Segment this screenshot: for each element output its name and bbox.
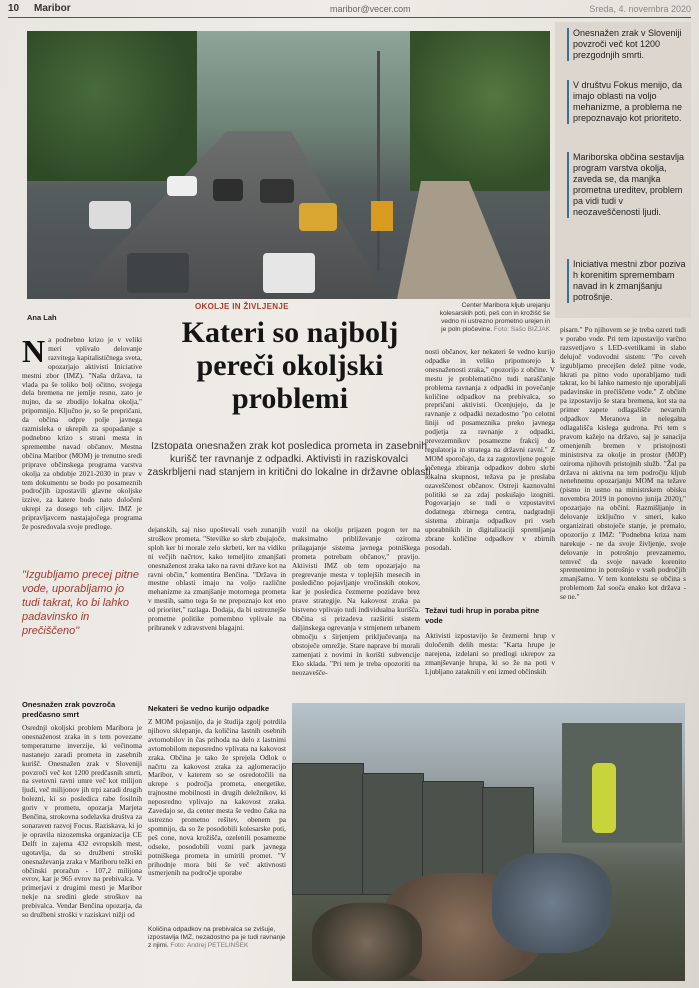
photo-container xyxy=(292,763,364,895)
pull-quote: "Izgubljamo precej pitne vode, uporabljamo jo tudi takrat, ko bi lahko padavinsko in prečiščeno" xyxy=(22,569,140,637)
section-email: maribor@vecer.com xyxy=(330,4,411,14)
column-2-bottom: Z MOM pojasnijo, da je študija zgolj potrdila njihovo sklepanje, da količina lastnih osebnih avtomobilov in čas prihoda na delo z lastnimi avtomobilom neposredno vplivata na kakovost zraka. Občina je tako že sprejela Odlok o načrtu za kakovost zraka za aglomeracijo Maribor, v katerem so se osredotočili na ukrepe s področja prometa, energetike, trajnostne mobilnosti in drugih deležnikov, ki neposredno vplivajo na kakovost zraka. Zavedajo se, da center mesta še vedno čaka na ustrezno prometno rešitev, obenem pa spomnijo, da so že posodobili kolesarske poti, peš cone, nova krožišča, ozelenili posamezne odseke, posodobili vozni park javnega potniškega prometa in umirili promet. "V prihodnje mora biti še več aktivnosti usmerjenih na področje uporabe xyxy=(148,718,286,878)
sidebar-item: V društvu Fokus menijo, da imajo oblasti na voljo mehanizme, a problema ne prepoznavajo kot prioriteto. xyxy=(567,80,691,124)
photo-car xyxy=(167,176,197,196)
page-number: 10 xyxy=(8,3,20,14)
column-4-bottom: Aktivisti izpostavijo še čezmerni hrup v določenih delih mesta: "Karta hrupe je narejena, izdelani so predlogi ukrepov za zmanjševanje hrupa, ki so že na poti v Ljubljano zataknili v eni izmed občinskih xyxy=(425,632,555,676)
photo-worker xyxy=(592,763,616,833)
column-4-top: nosti občanov, ker nekateri še vedno kurijo odpadke in veliko pripomorejo k onesnaženosti zraka," opozorijo z občine. V mestu je problematično tudi naraščanje problema ravnanja z odpadki in povečanje količine odpadkov na prebivalca, so prepričani aktivisti. Ocenjujejo, da je ravnanje z odpadki nezadostno "po celotni liniji od posameznika preko javnega podjetja za ravnanje z odpadki, prevezemnikov posamezne frakcij do regulatorja in stratega na državni ravni." Z MOM sporočajo, da za zagotovljene pogoje ločenega zbiranja odpadkov dobro skrbi lokalna skupnost, težava pa je preslaba ozaveščenost občanov. Ostreji kaznovalni politiki se za zdaj poskušajo izogniti. Pogovarjajo se tudi o vzpostavitvi dodatnega zbirnega centra, nadgradnji sistema zbiranja odpadkov pri vseh uporabnikih in digitalizaciji spremljanja zbrane količine odpadkov v zbirnih posodah. xyxy=(425,348,555,552)
article-kicker: OKOLJE IN ŽIVLJENJE xyxy=(195,302,289,311)
column-1-body: Osrednji okoljski problem Maribora je onesnaženost zraka in s tem povezane temperaturne inverzije, ki večinoma nastanejo zaradi prometa in zasebnih kurišč. Onesnažen zrak v Sloveniji povzroči več kot 1200 predčasnih smrti, na svetovni ravni umre več kot milijon ljudi, več milijonov jih trpi zaradi drugih bolezni, ki so posledica rabe fosilnih goriv v prometu, opozarja Marjeta Benčina, strokovna sodelavka društva za sonaraven razvoj Focus. Raziskava, ki jo je opravila nizozemska organizacija CE Delft in zajema 432 evropskih mest, ugotavlja, da so družbeni stroški onesnaževanja zraka v Mariboru težki en občinski proračun - 107,2 milijona evrov, kar je 965 evrov na prebivalca. V primerjavi z drugimi mesti je Maribor nekje na sredini glede stroškov na prebivalca. Vendar Benčina opozarja, da so družbeni stroški v raziskavi nižji od xyxy=(22,724,142,920)
photo-trees-left xyxy=(27,31,197,181)
photo-trash-pile xyxy=(312,903,422,981)
intro-text: a podnebno krizo je v veliki meri vplivalo delovanje razvitega kapitalističnega sveta, opozarjajo aktivisti Iniciative mestni zbor (IMZ). "Naša država, ta vlada pa še toliko bolj očitno, svojega dela bremena ne jemlje resno, zato je nujno, da se zbudijo lokalna okolja," pripomnijo. Ključno je, so še prepričani, da občina odpre polje javnega razmisleka o ukrepih za spopadanje s podnebno krizo s strani mesta in spremembe navad občanov. Mestna občina Maribor (MOM) je trenutno sredi priprave občinskega programa varstva okolja za obdobje 2021-2030 in prav v tem dokumentu se bodo po posameznih področjih izpostavili glavne okoljske izzive, za katere bodo nato določeni ukrepi za dosego teh ciljev. IMZ je pripravljavcem nastajajočega programa že posredovala svoje predloge. xyxy=(22,336,142,532)
issue-date: Sreda, 4. novembra 2020 xyxy=(589,4,691,14)
subhead-burning-waste: Nekateri še vedno kurijo odpadke xyxy=(148,704,270,713)
column-5: pisarn." Po njihovem se je treba ozreti tudi v porabo vode. Pri tem izpostavijo varčno razsvetljavo s LED-svetilkami in slabo delujoč vodovodni sistem: "Po ceveh izgubljamo precejšen delež pitne vode, hkrati pa pitno vodo uporabljamo tudi takrat, ko bi lahko namesto nje uporabljali padavinske in prečiščene vode." Z občine pa izpostavijo še stara bremena, kot sta na primer zapete odlagališče nevarnih odpadkov Meranova in nelegalna odlagališča kislega gudrona. Pri tem s pravom kažejo na državo, saj je sanacija omenjenih bremen v pristojnosti ministrstva za okolje in prostor (MOP) oziroma njihovih pristojnih služb. "Žal pa država ni aktivna na tem področju kljub nenehnemu opozarjanju MOM na težave (pismo in ustno na ministrskem obisku novembra 2019 in ponovno junija 2020)," opozarjajo na občini. Razmišljanje in delovanje izključno v smeri, kako organizirati obstoječe stanje, je premalo, opozorijo z IMZ: "Podnebna kriza nam narekuje - ne da svoje življenje, svoje delovanje in potrošnjo prevzamemo, temveč da svoje navade korenito spremenimo in potrošnjo v vseh področjih zmanjšamo. V tem kontekstu se občina s problemom žal sooča enako kot država - se ne." xyxy=(560,326,686,602)
bottom-photo-caption xyxy=(148,926,286,950)
photo-trash-pile xyxy=(492,853,612,953)
bottom-photo-credit: Foto: Andrej PETELINŠEK xyxy=(170,942,249,949)
photo-lamp-pole xyxy=(377,51,380,271)
photo-traffic-sign xyxy=(371,201,393,231)
top-photo-caption xyxy=(437,302,550,334)
photo-container xyxy=(362,773,424,895)
top-photo-credit: Foto: Sašo BIZJAK xyxy=(493,326,550,333)
section-name: Maribor xyxy=(34,3,71,14)
subhead-noise-water: Težavi tudi hrup in poraba pitne vode xyxy=(425,606,540,625)
photo-garbage-truck xyxy=(562,723,682,843)
article-author: Ana Lah xyxy=(27,313,57,322)
header-rule xyxy=(8,17,691,18)
photo-car xyxy=(260,179,294,203)
top-photo-street-traffic xyxy=(27,31,550,299)
sidebar-item: Mariborska občina sestavlja program varstva okolja, zaveda se, da manjka prometna ureditev, problem pa vidi tudi v neozaveščenosti ljudi. xyxy=(567,152,691,218)
bottom-caption-text: Količina odpadkov na prebivalca se zvišuje, izpostavlja IMZ, nezadostno pa je tudi ravnanje z njimi. xyxy=(148,926,286,949)
photo-car xyxy=(127,253,189,293)
article-lead: Izstopata onesnažen zrak kot posledica prometa in zasebnih kurišč ter ravnanje z odpadki. Aktivisti in raziskovalci zaskrbljeni nad stanjem in kritični do lokalne in državne oblasti xyxy=(147,441,431,478)
drop-cap: N xyxy=(22,336,46,369)
column-2-top: dejanskih, saj niso upoštevali vseh zunanjih stroškov prometa. "Stevilke so skrb zbujajoče, sploh ker bi morale zelo skrbeti, ker na vidiku ni večjih načrtov, kako temeljito zmanjšati onesnaženost zraka tako na ravni države kot na ravni občin," komentira Benčina. "Država in mestne oblasti imajo na voljo različne mehanizme za zmanjšanje motornega prometa v mestih, samo tega še ne prepoznajo kot eno od prioritet," razlaga. Dodaja, da bi ustreznejše prometne politike pomembno vplivale na prihranek v zdravstveni blagajni. xyxy=(148,526,286,632)
page-header xyxy=(8,3,691,17)
bottom-photo-waste-containers xyxy=(292,703,685,981)
subhead-air-pollution: Onesnažen zrak povzroča predčasno smrt xyxy=(22,700,116,719)
photo-sidewalk xyxy=(397,181,517,299)
top-caption-text: Center Maribora kljub urejanju kolesarskih poti, peš con in krožišč še vedno ni ustrezno prometno urejen in je poln pločevine. xyxy=(439,302,550,333)
sidebar-item: Iniciativa mestni zbor poziva h korenitim spremembam navad in k zmanjšanju potrošnje. xyxy=(567,259,691,303)
article-title: Kateri so najbolj pereči okoljski problemi xyxy=(181,316,399,415)
column-3-top: vozil na okolju prijazen pogon ter na maksimalno približevanje oziroma prilagajanje sistema javnega potniškega prometa potrebam občanov," pravijo. Aktivisti IMZ ob tem opozarjajo na pregrevanje mesta v toplejših mesecih in posledično pojavljanje vročinskih otokov, kar je posledica čezmerne pozidave brez prave strategije. Na kakovost zraka pa bistveno vplivajo tudi individualna kurišča. Občina si prizadeva razširiti sistem daljinskega ogrevanja v strnjenem urbanem območju s širjenjem priključevanja na obstoječe omrežje. Stare naprave bi morali zamenjati z novimi in korišti subvencije Eko sklada. "Pri tem je treba opozoriti na neozavešče- xyxy=(292,526,420,677)
photo-car xyxy=(213,179,243,201)
photo-car xyxy=(299,203,337,231)
sidebar-item: Onesnažen zrak v Sloveniji povzroči več kot 1200 prezgodnjih smrti. xyxy=(567,28,691,61)
photo-car xyxy=(263,253,315,293)
photo-car xyxy=(89,201,131,229)
column-1-intro xyxy=(22,336,142,562)
photo-trees-right xyxy=(410,31,550,191)
